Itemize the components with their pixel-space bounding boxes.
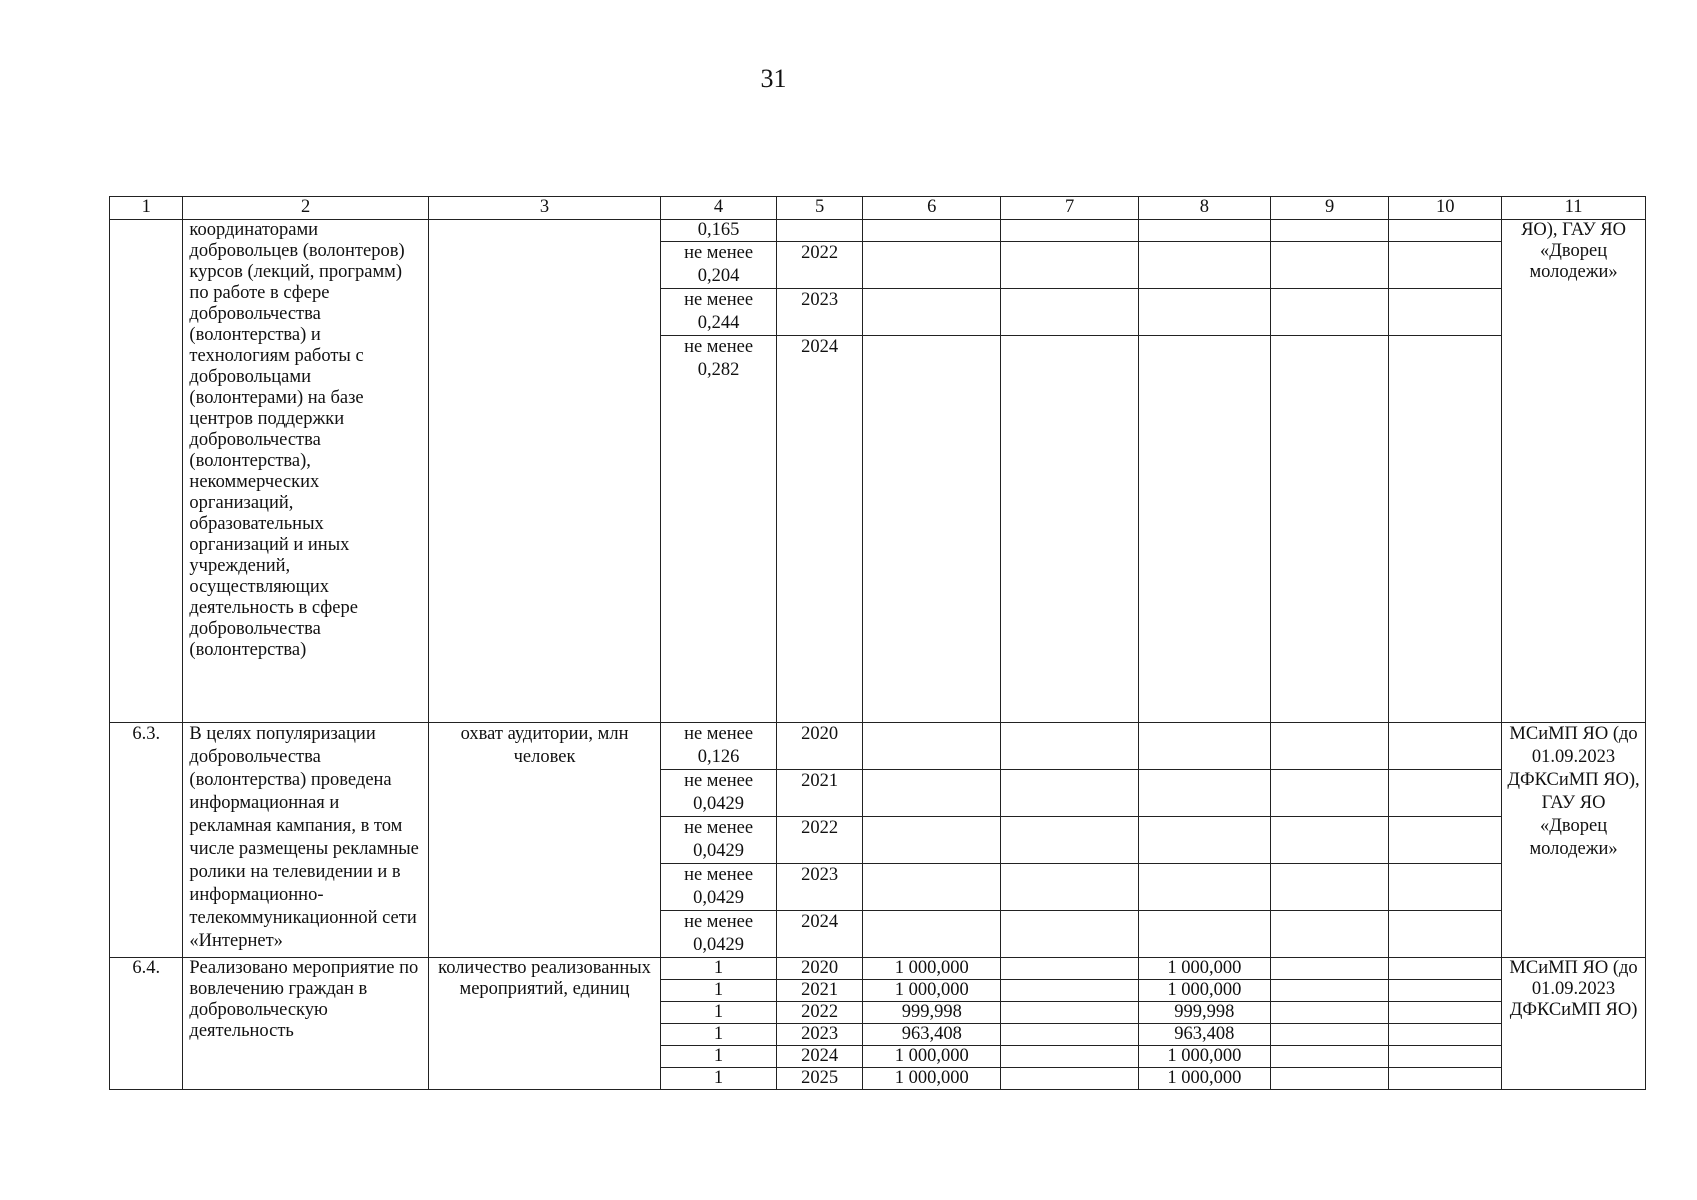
indicator-value: не менее 0,0429 xyxy=(661,864,777,911)
year-cell: 2020 xyxy=(776,958,863,980)
year-cell: 2024 xyxy=(776,1046,863,1068)
header-cell: 7 xyxy=(1001,197,1139,220)
total-cell: 1 000,000 xyxy=(863,1068,1001,1090)
year-cell: 2022 xyxy=(776,1002,863,1024)
header-cell: 8 xyxy=(1138,197,1270,220)
indicator-value: не менее 0,0429 xyxy=(661,817,777,864)
indicator-value: не менее 0,204 xyxy=(661,242,777,289)
year-cell: 2022 xyxy=(776,242,863,289)
total-cell: 1 000,000 xyxy=(863,958,1001,980)
regional-cell: 1 000,000 xyxy=(1138,958,1270,980)
indicator-value: 1 xyxy=(661,958,777,980)
year-cell: 2023 xyxy=(776,289,863,336)
header-cell: 11 xyxy=(1502,197,1646,220)
table-row xyxy=(110,220,1646,242)
header-cell: 3 xyxy=(428,197,660,220)
total-cell: 1 000,000 xyxy=(863,980,1001,1002)
header-cell: 10 xyxy=(1389,197,1502,220)
indicator-value: 0,165 xyxy=(661,220,777,242)
program-table xyxy=(109,196,1646,1090)
regional-cell: 999,998 xyxy=(1138,1002,1270,1024)
indicator-value: 1 xyxy=(661,1002,777,1024)
header-cell: 1 xyxy=(110,197,183,220)
header-cell: 6 xyxy=(863,197,1001,220)
item-indicator: количество реализованных мероприятий, единиц xyxy=(428,958,660,1090)
year-cell: 2023 xyxy=(776,864,863,911)
header-cell: 2 xyxy=(183,197,428,220)
item-indicator: охват аудитории, млн человек xyxy=(428,723,660,958)
regional-cell: 1 000,000 xyxy=(1138,1068,1270,1090)
item-description: координаторами добровольцев (волонтеров) курсов (лекций, программ) по работе в сфере добровольчества (волонтерства) и технологиям работы с добровольцами (волонтерами) на базе центров поддержки добровольчества (волонтерства), некоммерческих организаций, образовательных организаций и иных учреждений, осуществляющих деятельность в сфере добровольчества (волонтерства) xyxy=(183,220,428,723)
item-number: 6.4. xyxy=(110,958,183,1090)
executor-cell: МСиМП ЯО (до 01.09.2023 ДФКСиМП ЯО), ГАУ ЯО «Дворец молодежи» xyxy=(1502,723,1646,958)
indicator-value: не менее 0,0429 xyxy=(661,911,777,958)
indicator-value: 1 xyxy=(661,1024,777,1046)
year-cell: 2021 xyxy=(776,980,863,1002)
regional-cell: 1 000,000 xyxy=(1138,980,1270,1002)
regional-cell: 963,408 xyxy=(1138,1024,1270,1046)
item-number xyxy=(110,220,183,723)
item-description: Реализовано мероприятие по вовлечению граждан в добровольческую деятельность xyxy=(183,958,428,1090)
table-row xyxy=(110,958,1646,980)
year-cell: 2021 xyxy=(776,770,863,817)
indicator-value: не менее 0,244 xyxy=(661,289,777,336)
item-description: В целях популяризации добровольчества (волонтерства) проведена информационная и рекламная кампания, в том числе размещены рекламные ролики на телевидении и в информационно-телекоммуникационной сети «Интернет» xyxy=(183,723,428,958)
page-number: 31 xyxy=(760,64,787,93)
indicator-value: не менее 0,0429 xyxy=(661,770,777,817)
year-cell: 2025 xyxy=(776,1068,863,1090)
indicator-value: не менее 0,126 xyxy=(661,723,777,770)
year-cell: 2020 xyxy=(776,723,863,770)
item-number: 6.3. xyxy=(110,723,183,958)
table-row xyxy=(110,723,1646,770)
year-cell: 2024 xyxy=(776,336,863,723)
item-indicator xyxy=(428,220,660,723)
total-cell: 963,408 xyxy=(863,1024,1001,1046)
indicator-value: 1 xyxy=(661,980,777,1002)
header-row xyxy=(110,197,1646,220)
indicator-value: не менее 0,282 xyxy=(661,336,777,723)
year-cell xyxy=(776,220,863,242)
header-cell: 9 xyxy=(1270,197,1389,220)
total-cell: 1 000,000 xyxy=(863,1046,1001,1068)
total-cell: 999,998 xyxy=(863,1002,1001,1024)
header-cell: 5 xyxy=(776,197,863,220)
indicator-value: 1 xyxy=(661,1046,777,1068)
year-cell: 2022 xyxy=(776,817,863,864)
executor-cell: ЯО), ГАУ ЯО «Дворец молодежи» xyxy=(1502,220,1646,723)
executor-cell: МСиМП ЯО (до 01.09.2023 ДФКСиМП ЯО) xyxy=(1502,958,1646,1090)
year-cell: 2023 xyxy=(776,1024,863,1046)
indicator-value: 1 xyxy=(661,1068,777,1090)
regional-cell: 1 000,000 xyxy=(1138,1046,1270,1068)
year-cell: 2024 xyxy=(776,911,863,958)
header-cell: 4 xyxy=(661,197,777,220)
